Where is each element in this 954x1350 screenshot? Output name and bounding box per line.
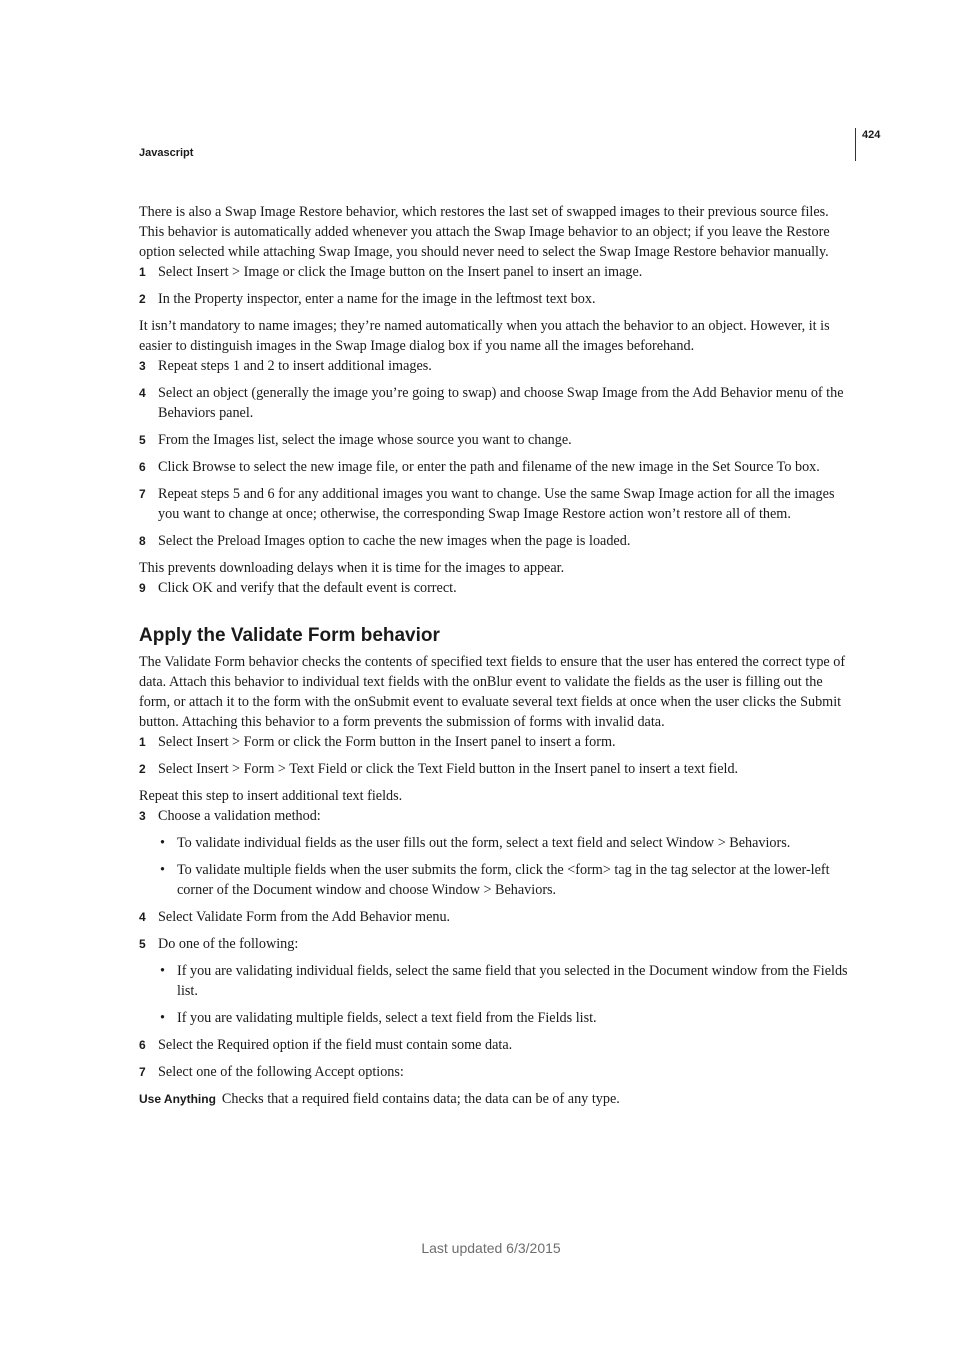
bullet-glyph: • bbox=[160, 835, 165, 851]
step-note: It isn’t mandatory to name images; they’re named automatically when you attach the behavior to an object. However, it is easier to distinguish images in the Swap Image dialog box if you name all the images beforehand. bbox=[139, 318, 830, 354]
step-number: 6 bbox=[139, 460, 146, 474]
step-text: Select Insert > Image or click the Image button on the Insert panel to insert an image. bbox=[158, 264, 643, 280]
step-note: This prevents downloading delays when it is time for the images to appear. bbox=[139, 560, 565, 576]
list-item bbox=[139, 1062, 853, 1082]
list-item bbox=[139, 531, 853, 551]
bullet-text: To validate multiple fields when the user submits the form, click the <form> tag in the tag selector at the lower-left corner of the Document window and choose Window > Behaviors. bbox=[177, 862, 830, 898]
step-text: Repeat steps 1 and 2 to insert additional images. bbox=[158, 358, 432, 374]
bullet-glyph: • bbox=[160, 963, 165, 979]
section-intro-paragraph: The Validate Form behavior checks the contents of specified text fields to ensure that the user has entered the correct type of data. Attach this behavior to individual text fields with the onBlur event to validate the fields as the user is filling out the form, or attach it to the form with the onSubmit event to evaluate several text fields at once when the user clicks the Submit button. Attaching this behavior to a form prevents the submission of forms with invalid data. bbox=[139, 654, 846, 730]
list-item bbox=[139, 457, 853, 477]
step-number: 1 bbox=[139, 265, 146, 279]
step-number: 2 bbox=[139, 292, 146, 306]
step-text: Select the Preload Images option to cache the new images when the page is loaded. bbox=[158, 533, 631, 549]
list-item bbox=[139, 1035, 853, 1055]
bullet-item bbox=[158, 860, 853, 900]
step-text: Select an object (generally the image you’re going to swap) and choose Swap Image from the Add Behavior menu of the Behaviors panel. bbox=[158, 385, 844, 421]
step-number: 4 bbox=[139, 910, 146, 924]
page-content bbox=[139, 202, 853, 1109]
step-note: Repeat this step to insert additional text fields. bbox=[139, 788, 403, 804]
step-number: 7 bbox=[139, 487, 146, 501]
step-number: 5 bbox=[139, 433, 146, 447]
step-text: Click Browse to select the new image file, or enter the path and filename of the new image in the Set Source To box. bbox=[158, 459, 820, 475]
swap-image-steps bbox=[139, 262, 853, 598]
bullet-glyph: • bbox=[160, 862, 165, 878]
list-item bbox=[139, 578, 853, 598]
list-item bbox=[139, 806, 853, 826]
running-header: Javascript bbox=[139, 147, 194, 159]
header-rule bbox=[855, 128, 856, 161]
step-number: 3 bbox=[139, 809, 146, 823]
bullet-item bbox=[158, 961, 853, 1001]
step-text: Choose a validation method: bbox=[158, 808, 321, 824]
step-number: 3 bbox=[139, 359, 146, 373]
list-item bbox=[139, 907, 853, 927]
step-text: Select one of the following Accept options: bbox=[158, 1064, 404, 1080]
step-text: Repeat steps 5 and 6 for any additional images you want to change. Use the same Swap Image action for all the images you want to change at once; otherwise, the corresponding Swap Image Restore action won’t restore all of them. bbox=[158, 486, 835, 522]
list-item bbox=[139, 356, 853, 376]
list-item bbox=[139, 289, 853, 309]
step-text: Do one of the following: bbox=[158, 936, 299, 952]
step-text: In the Property inspector, enter a name for the image in the leftmost text box. bbox=[158, 291, 596, 307]
bullet-text: If you are validating multiple fields, select a text field from the Fields list. bbox=[177, 1010, 597, 1026]
list-item bbox=[139, 934, 853, 954]
bullet-text: To validate individual fields as the user fills out the form, select a text field and select Window > Behaviors. bbox=[177, 835, 791, 851]
step-number: 8 bbox=[139, 534, 146, 548]
definition-item bbox=[139, 1089, 853, 1109]
step-number: 9 bbox=[139, 581, 146, 595]
list-item bbox=[139, 262, 853, 282]
definition-description: Checks that a required field contains data; the data can be of any type. bbox=[221, 1091, 620, 1107]
bullet-text: If you are validating individual fields, select the same field that you selected in the Document window from the Fields list. bbox=[177, 963, 848, 999]
step-text: Select Insert > Form > Text Field or click the Text Field button in the Insert panel to insert a text field. bbox=[158, 761, 739, 777]
list-item bbox=[139, 732, 853, 752]
step-text: Select Insert > Form or click the Form button in the Insert panel to insert a form. bbox=[158, 734, 616, 750]
list-item bbox=[139, 484, 853, 524]
step-text: Select Validate Form from the Add Behavior menu. bbox=[158, 909, 451, 925]
step-text: Click OK and verify that the default event is correct. bbox=[158, 580, 457, 596]
page-footer bbox=[0, 1240, 954, 1256]
step-text: Select the Required option if the field must contain some data. bbox=[158, 1037, 513, 1053]
step-text: From the Images list, select the image whose source you want to change. bbox=[158, 432, 572, 448]
intro-paragraph: There is also a Swap Image Restore behavior, which restores the last set of swapped images to their previous source files. This behavior is automatically added whenever you attach the Swap Image behavior to an object; if you leave the Restore option selected while attaching Swap Image, you should never need to select the Swap Image Restore behavior manually. bbox=[139, 204, 830, 260]
page-number: 424 bbox=[862, 129, 881, 141]
last-updated-text: Last updated 6/3/2015 bbox=[421, 1240, 561, 1256]
list-item bbox=[139, 759, 853, 779]
step-number: 6 bbox=[139, 1038, 146, 1052]
bullet-item bbox=[158, 1008, 853, 1028]
list-item bbox=[139, 383, 853, 423]
validate-form-steps bbox=[139, 732, 853, 1109]
bullet-item bbox=[158, 833, 853, 853]
section-heading: Apply the Validate Form behavior bbox=[139, 625, 440, 646]
step-number: 1 bbox=[139, 735, 146, 749]
step-number: 2 bbox=[139, 762, 146, 776]
step-number: 7 bbox=[139, 1065, 146, 1079]
step-number: 4 bbox=[139, 386, 146, 400]
definition-term: Use Anything bbox=[139, 1092, 216, 1106]
list-item bbox=[139, 430, 853, 450]
bullet-glyph: • bbox=[160, 1010, 165, 1026]
step-number: 5 bbox=[139, 937, 146, 951]
